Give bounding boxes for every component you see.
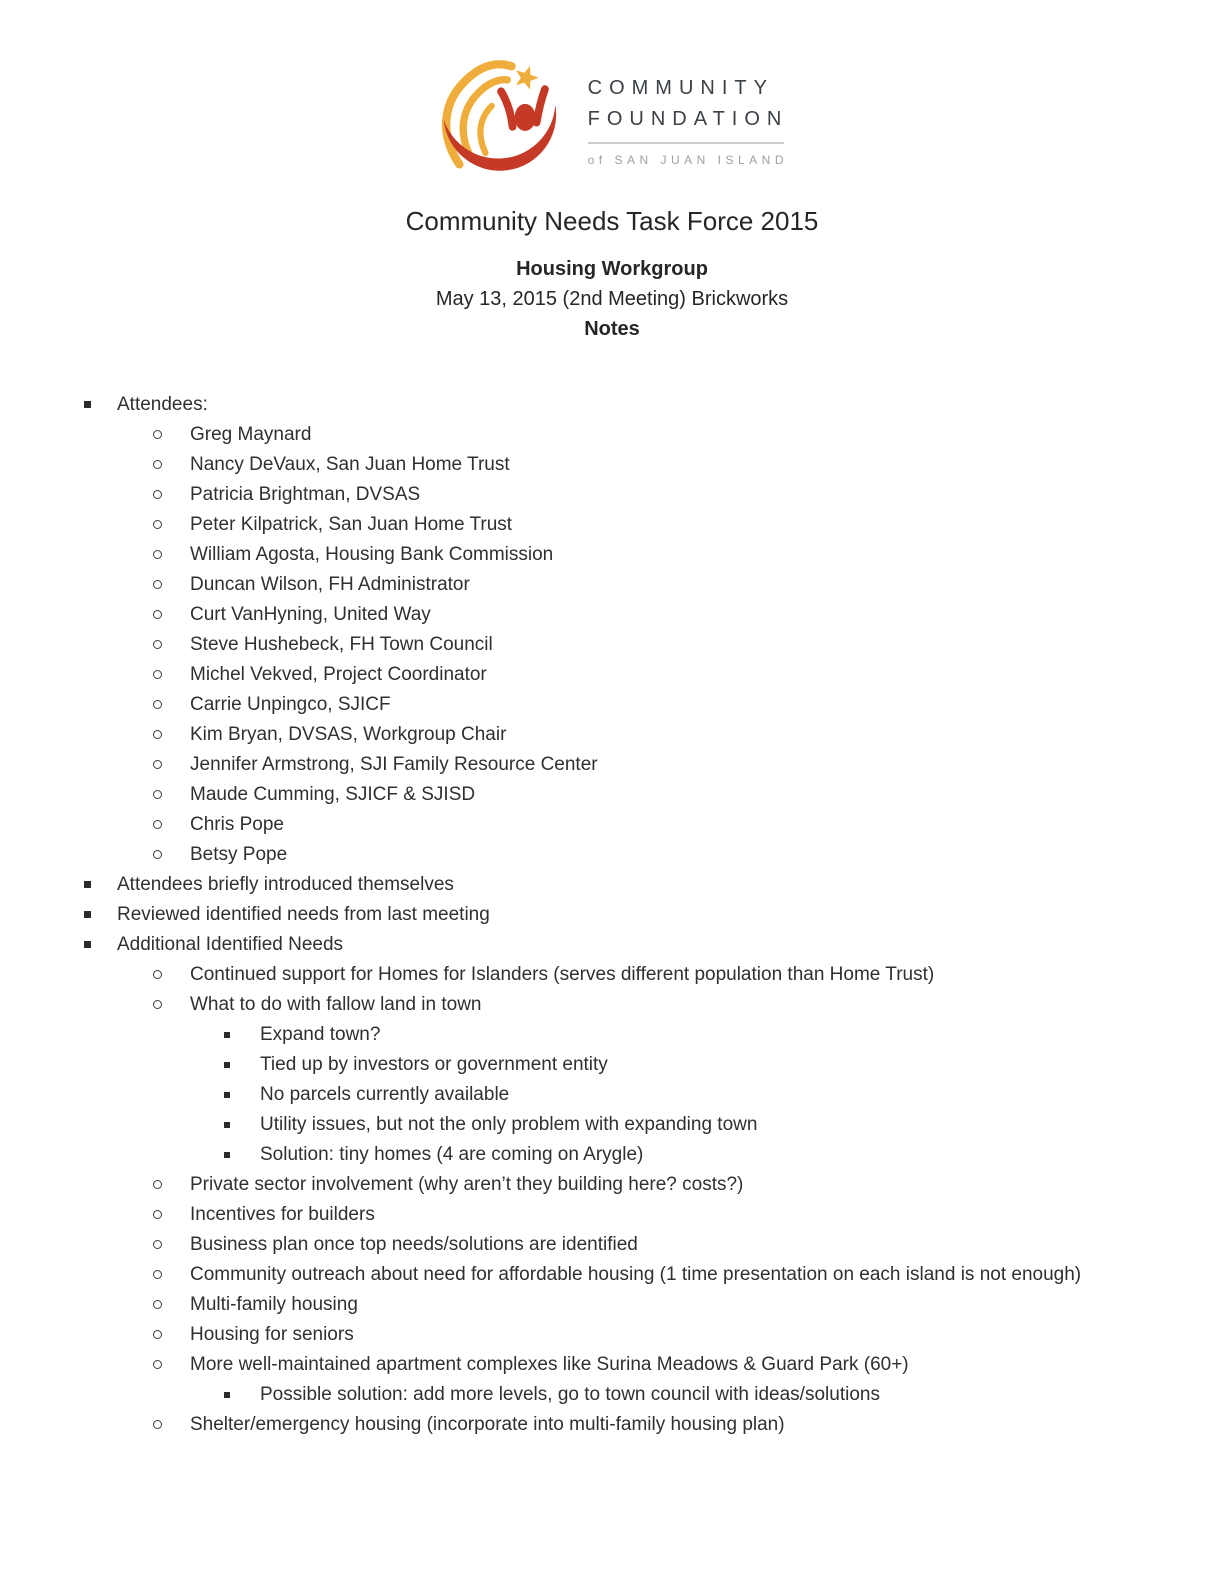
circle-bullet-icon [153,820,162,829]
list-item-text: Shelter/emergency housing (incorporate into multi-family housing plan) [190,1414,785,1435]
list-item-text: Tied up by investors or government entity [260,1054,608,1075]
logo [0,0,1224,180]
list-item-text: Solution: tiny homes (4 are coming on Arygle) [260,1144,644,1165]
logo-figure-right-arm [536,89,544,122]
circle-bullet-icon [153,700,162,709]
list-item-text: Community outreach about need for affordable housing (1 time presentation on each island is not enough) [190,1264,1082,1285]
circle-bullet-icon [153,670,162,679]
list-item [0,570,1224,600]
list-item [0,690,1224,720]
list-item-text: Multi-family housing [190,1294,358,1315]
list-item-text: Chris Pope [190,814,284,835]
list-item [0,930,1224,960]
circle-bullet-icon [153,1180,162,1189]
list-item-text: Business plan once top needs/solutions are identified [190,1234,638,1255]
list-item-text: Private sector involvement (why aren’t they building here? costs?) [190,1174,744,1195]
list-item-text: Incentives for builders [190,1204,375,1225]
list-item [0,480,1224,510]
logo-name-line2: FOUNDATION [587,108,789,130]
list-item-text: Continued support for Homes for Islanders (serves different population than Home Trust) [190,964,935,985]
list-item [0,1050,1224,1080]
list-item-text: Maude Cumming, SJICF & SJISD [190,784,476,805]
subtitle-block [0,254,1224,344]
list-item [0,900,1224,930]
list-item-text: Attendees: [117,394,208,415]
logo-figure-left-arm [501,91,512,126]
list-item [0,1170,1224,1200]
square-bullet-icon [224,1062,230,1068]
logo-figure-head [514,104,535,131]
circle-bullet-icon [153,790,162,799]
circle-bullet-icon [153,1270,162,1279]
list-item [0,1350,1224,1380]
notes-list [0,390,1224,1440]
list-item [0,630,1224,660]
list-item-text: No parcels currently available [260,1084,510,1105]
list-item-text: Housing for seniors [190,1324,354,1345]
list-item-text: Nancy DeVaux, San Juan Home Trust [190,454,510,475]
list-item-text: William Agosta, Housing Bank Commission [190,544,554,565]
list-item [0,810,1224,840]
notes-label: Notes [584,318,640,340]
list-item-text: Peter Kilpatrick, San Juan Home Trust [190,514,513,535]
circle-bullet-icon [153,730,162,739]
circle-bullet-icon [153,460,162,469]
logo-name-line1: COMMUNITY [587,77,774,99]
square-bullet-icon [224,1032,230,1038]
meeting-info: May 13, 2015 (2nd Meeting) Brickworks [435,288,789,310]
circle-bullet-icon [153,760,162,769]
list-item [0,540,1224,570]
logo-tagline: of SAN JUAN ISLAND [587,153,788,167]
list-item-text: Jennifer Armstrong, SJI Family Resource Center [190,754,598,775]
list-item [0,1110,1224,1140]
list-item-text: Greg Maynard [190,424,312,445]
square-bullet-icon [84,881,91,888]
circle-bullet-icon [153,580,162,589]
list-item-text: Curt VanHyning, United Way [190,604,431,625]
list-item [0,1200,1224,1230]
logo-star-icon [511,62,541,91]
list-item-text: Steve Hushebeck, FH Town Council [190,634,493,655]
list-item-text: Patricia Brightman, DVSAS [190,484,421,505]
circle-bullet-icon [153,1360,162,1369]
list-item [0,960,1224,990]
list-item-text: Carrie Unpingco, SJICF [190,694,391,715]
list-item-text: Additional Identified Needs [117,934,344,955]
page-title: Community Needs Task Force 2015 [405,206,819,236]
list-item [0,840,1224,870]
list-item [0,1080,1224,1110]
circle-bullet-icon [153,520,162,529]
logo-divider [588,142,784,144]
list-item [0,780,1224,810]
circle-bullet-icon [153,970,162,979]
circle-bullet-icon [153,550,162,559]
list-item-text: Duncan Wilson, FH Administrator [190,574,470,595]
list-item [0,390,1224,420]
circle-bullet-icon [153,640,162,649]
circle-bullet-icon [153,490,162,499]
workgroup-subtitle: Housing Workgroup [516,258,708,280]
list-item-text: Betsy Pope [190,844,288,865]
list-item [0,870,1224,900]
square-bullet-icon [224,1152,230,1158]
list-item-text: Reviewed identified needs from last meeting [117,904,490,925]
list-item [0,600,1224,630]
square-bullet-icon [84,401,91,408]
circle-bullet-icon [153,1210,162,1219]
list-item [0,1230,1224,1260]
circle-bullet-icon [153,1000,162,1009]
logo-gold-trail-inner [480,106,491,153]
list-item [0,1260,1224,1290]
list-item [0,990,1224,1020]
circle-bullet-icon [153,1240,162,1249]
list-item-text: What to do with fallow land in town [190,994,482,1015]
circle-bullet-icon [153,1420,162,1429]
list-item [0,420,1224,450]
list-item-text: Possible solution: add more levels, go to town council with ideas/solutions [260,1384,880,1405]
list-item [0,720,1224,750]
square-bullet-icon [224,1092,230,1098]
circle-bullet-icon [153,430,162,439]
list-item-text: Attendees briefly introduced themselves [117,874,454,895]
list-item [0,1410,1224,1440]
list-item [0,1320,1224,1350]
square-bullet-icon [84,911,91,918]
list-item [0,450,1224,480]
list-item-text: Michel Vekved, Project Coordinator [190,664,487,685]
list-item-text: Kim Bryan, DVSAS, Workgroup Chair [190,724,507,745]
list-item-text: More well-maintained apartment complexes like Surina Meadows & Guard Park (60+) [190,1354,909,1375]
circle-bullet-icon [153,1330,162,1339]
square-bullet-icon [84,941,91,948]
list-item [0,660,1224,690]
list-item [0,750,1224,780]
list-item [0,1380,1224,1410]
square-bullet-icon [224,1122,230,1128]
list-item [0,1140,1224,1170]
square-bullet-icon [224,1392,230,1398]
circle-bullet-icon [153,850,162,859]
circle-bullet-icon [153,1300,162,1309]
list-item-text: Utility issues, but not the only problem with expanding town [260,1114,758,1135]
circle-bullet-icon [153,610,162,619]
list-item-text: Expand town? [260,1024,381,1045]
logo-text [588,73,789,167]
list-item [0,510,1224,540]
list-item [0,1020,1224,1050]
community-foundation-logo-icon [436,60,562,180]
list-item [0,1290,1224,1320]
